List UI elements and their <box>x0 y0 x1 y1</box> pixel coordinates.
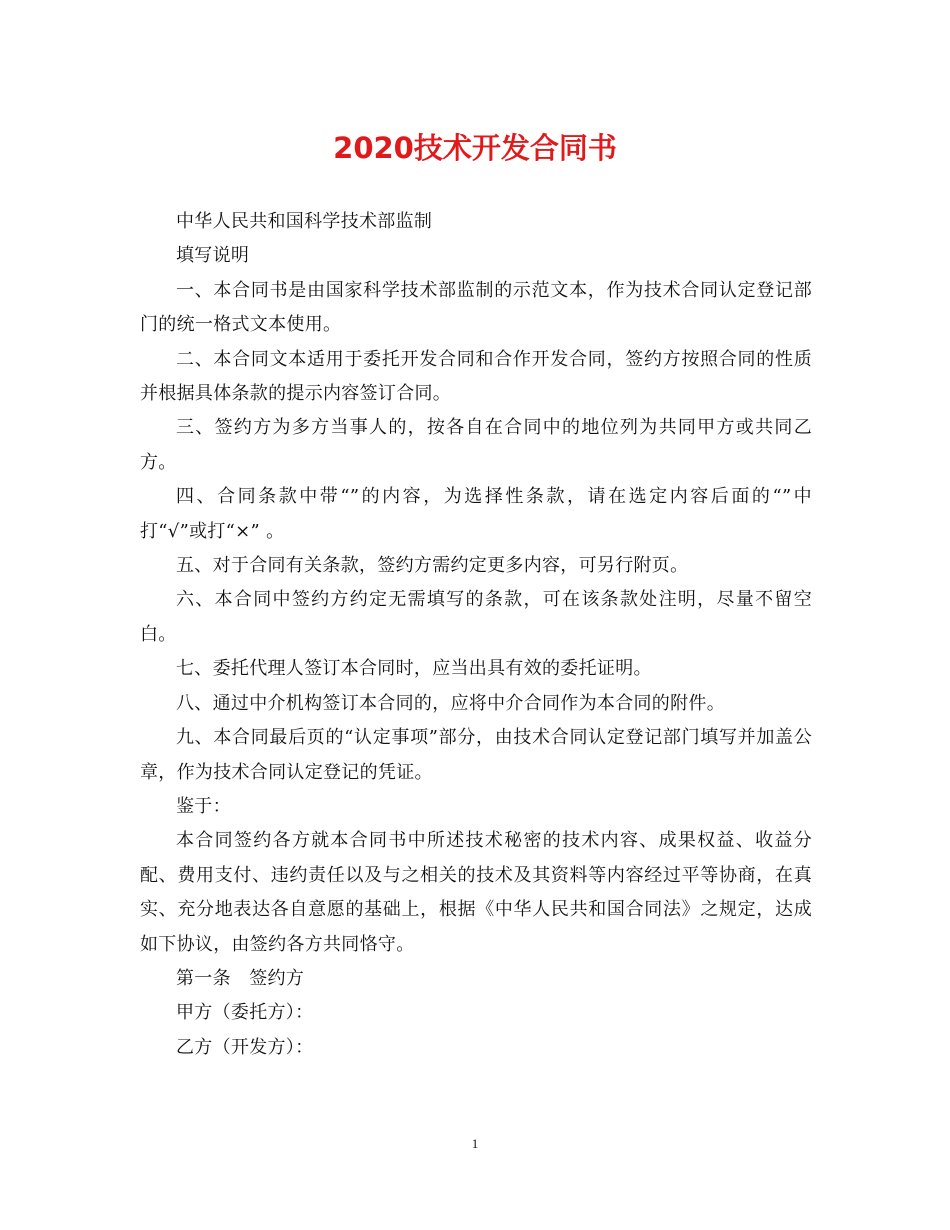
paragraph-instruction-8: 八、通过中介机构签订本合同的，应将中介合同作为本合同的附件。 <box>176 692 725 714</box>
paragraph-instruction-6: 六、本合同中签约方约定无需填写的条款，可在该条款处注明，尽量不留空白。 <box>140 589 812 645</box>
paragraph-supervisor: 中华人民共和国科学技术部监制 <box>176 211 433 232</box>
document-body <box>140 205 812 1065</box>
party-b-label: 乙方（开发方）： <box>176 1036 314 1058</box>
document-title: 2020技术开发合同书 <box>333 131 617 165</box>
paragraph-instruction-2: 二、本合同文本适用于委托开发合同和合作开发合同，签约方按照合同的性质并根据具体条款的提示内容签订合同。 <box>140 348 812 405</box>
paragraph-instruction-7: 七、委托代理人签订本合同时，应当出具有效的委托证明。 <box>176 658 652 680</box>
paragraph-instruction-4: 四、合同条款中带“”的内容，为选择性条款，请在选定内容后面的“”中打“√”或打“×” 。 <box>140 486 812 542</box>
paragraph-instruction-5: 五、对于合同有关条款，签约方需约定更多内容，可另行附页。 <box>176 555 689 577</box>
article-1-heading: 第一条 签约方 <box>176 967 305 989</box>
paragraph-instructions-heading: 填写说明 <box>176 245 250 267</box>
paragraph-instruction-1: 一、本合同书是由国家科学技术部监制的示范文本，作为技术合同认定登记部门的统一格式文本使用。 <box>140 279 812 336</box>
paragraph-whereas: 鉴于： <box>176 795 231 817</box>
paragraph-instruction-3: 三、签约方为多方当事人的，按各自在合同中的地位列为共同甲方或共同乙方。 <box>140 417 812 473</box>
paragraph-preamble: 本合同签约各方就本合同书中所述技术秘密的技术内容、成果权益、收益分配、费用支付、违约责任以及与之相关的技术及其资料等内容经过平等协商，在真实、充分地表达各自意愿的基础上，根据《中华人民共和国合同法》之规定，达成如下协议，由签约各方共同恪守。 <box>140 830 812 955</box>
paragraph-instruction-9: 九、本合同最后页的“认定事项”部分，由技术合同认定登记部门填写并加盖公章，作为技术合同认定登记的凭证。 <box>140 727 812 783</box>
page-number: 1 <box>471 1136 479 1151</box>
party-a-label: 甲方（委托方）： <box>176 1002 314 1024</box>
